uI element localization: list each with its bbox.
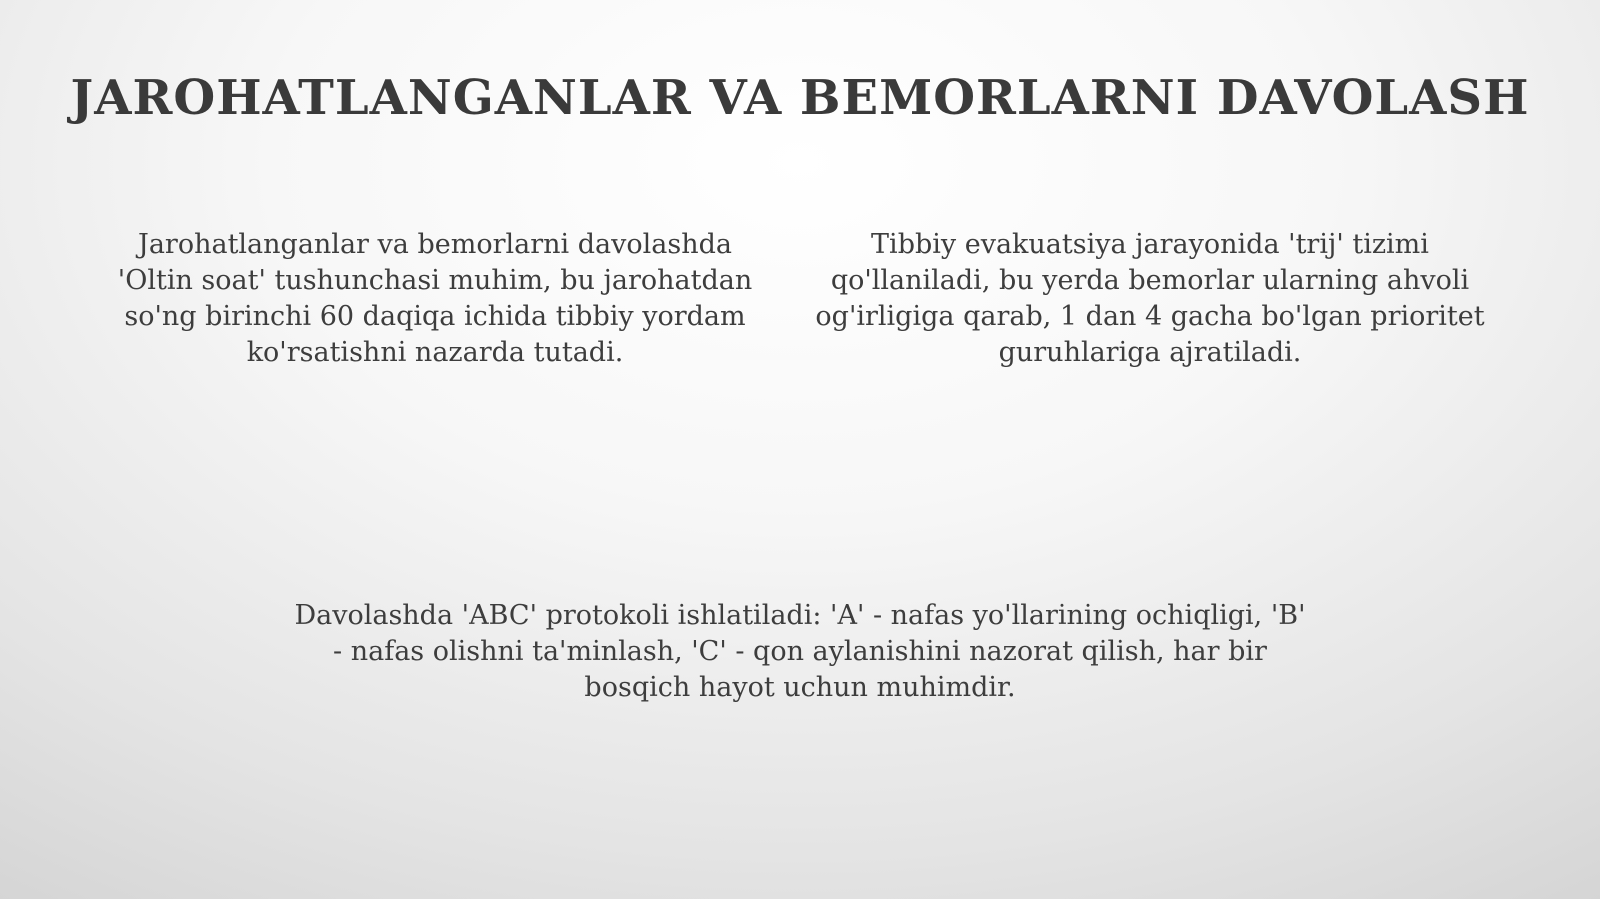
- paragraph-triage: Tibbiy evakuatsiya jarayonida 'trij' tizimi qo'llaniladi, bu yerda bemorlar ularning ahvoli og'irligiga qarab, 1 dan 4 gacha bo'lgan prioritet guruhlariga ajratiladi.: [815, 229, 1485, 368]
- slide-title: JAROHATLANGANLAR VA BEMORLARNI DAVOLASH: [70, 70, 1530, 126]
- paragraph-golden-hour: Jarohatlanganlar va bemorlarni davolashda 'Oltin soat' tushunchasi muhim, bu jarohatdan so'ng birinchi 60 daqiqa ichida tibbiy yordam ko'rsatishni nazarda tutadi.: [117, 229, 753, 368]
- paragraph-abc-protocol: Davolashda 'ABC' protokoli ishlatiladi: 'A' - nafas yo'llarining ochiqligi, 'B' - nafas olishni ta'minlash, 'C' - qon aylanishini nazorat qilish, har bir bosqich hayot uchun muhimdir.: [294, 600, 1306, 703]
